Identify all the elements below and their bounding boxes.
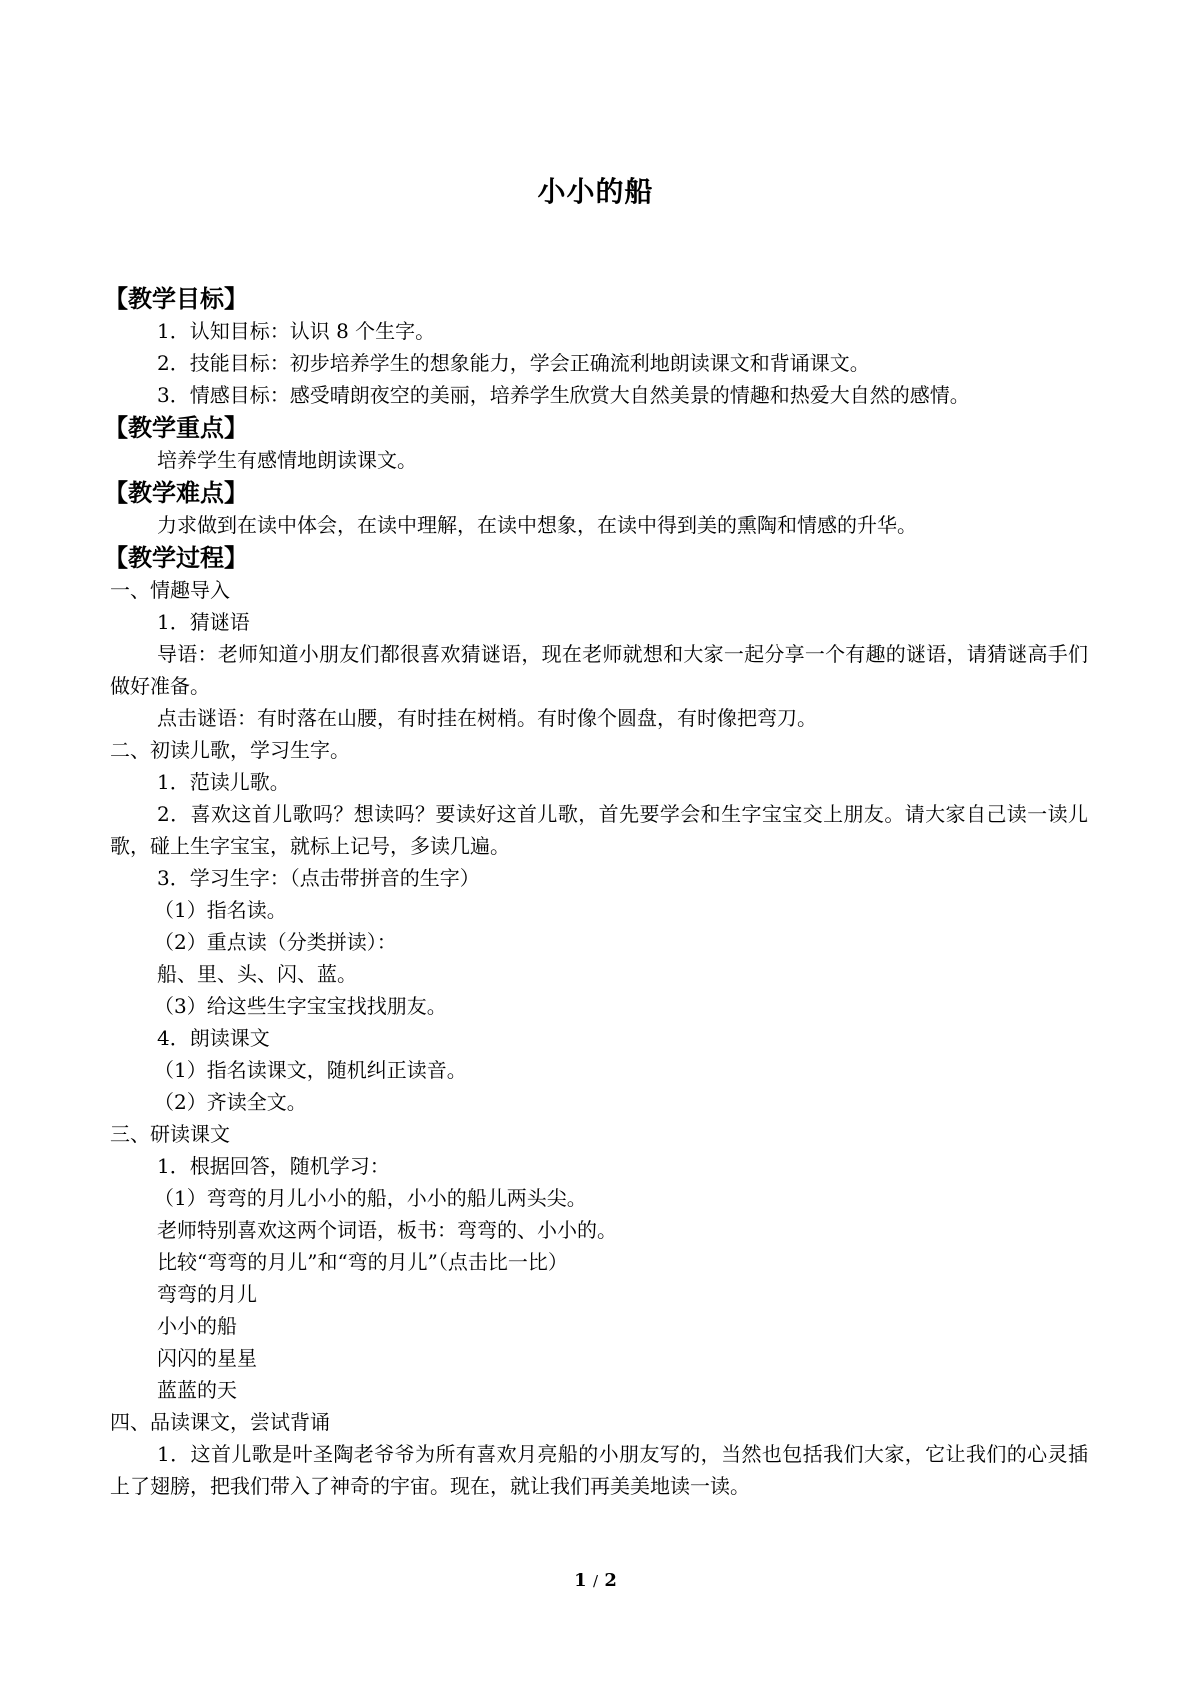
process-paragraph: （2）齐读全文。 <box>154 1090 307 1114</box>
process-paragraph: 1．这首儿歌是叶圣陶老爷爷为所有喜欢月亮船的小朋友写的，当然也包括我们大家，它让我们的心灵插上了翅膀，把我们带入了神奇的宇宙。现在，就让我们再美美地读一读。 <box>110 1442 1088 1498</box>
process-paragraph: 蓝蓝的天 <box>157 1378 237 1402</box>
document-title: 小小的船 <box>537 175 654 208</box>
process-paragraph: （3）给这些生字宝宝找找朋友。 <box>154 994 447 1018</box>
page-total: 2 <box>604 1570 617 1591</box>
process-paragraph: 弯弯的月儿 <box>157 1282 257 1306</box>
process-paragraph: 导语：老师知道小朋友们都很喜欢猜谜语，现在老师就想和大家一起分享一个有趣的谜语，请猜谜高手们做好准备。 <box>110 642 1088 698</box>
process-paragraph: （1）指名读。 <box>154 898 287 922</box>
process-part-title: 一、情趣导入 <box>110 578 230 602</box>
section-heading-key-points: 【教学重点】 <box>104 413 248 442</box>
process-paragraph: 3．学习生字：（点击带拼音的生字） <box>157 866 480 890</box>
process-paragraph: 1．猜谜语 <box>157 610 250 634</box>
key-point-text: 培养学生有感情地朗读课文。 <box>157 448 417 472</box>
page-number <box>0 1570 1191 1591</box>
process-paragraph: 4．朗读课文 <box>157 1026 270 1050</box>
process-part-title: 三、研读课文 <box>110 1122 230 1146</box>
page-separator: / <box>592 1572 599 1590</box>
process-paragraph: 2．喜欢这首儿歌吗？想读吗？要读好这首儿歌，首先要学会和生字宝宝交上朋友。请大家自己读一读儿歌，碰上生字宝宝，就标上记号，多读几遍。 <box>110 802 1088 858</box>
process-paragraph: 1．范读儿歌。 <box>157 770 290 794</box>
process-paragraph: （1）指名读课文，随机纠正读音。 <box>154 1058 467 1082</box>
process-paragraph: 小小的船 <box>157 1314 237 1338</box>
difficulty-text: 力求做到在读中体会，在读中理解，在读中想象，在读中得到美的熏陶和情感的升华。 <box>157 513 917 537</box>
process-paragraph: 点击谜语：有时落在山腰，有时挂在树梢。有时像个圆盘，有时像把弯刀。 <box>157 706 817 730</box>
document-body <box>104 282 1088 1502</box>
process-paragraph: 闪闪的星星 <box>157 1346 257 1370</box>
process-part-title: 四、品读课文，尝试背诵 <box>110 1410 330 1434</box>
goal-item: 2．技能目标：初步培养学生的想象能力，学会正确流利地朗读课文和背诵课文。 <box>157 351 870 375</box>
goal-item: 3．情感目标：感受晴朗夜空的美丽，培养学生欣赏大自然美景的情趣和热爱大自然的感情。 <box>157 383 970 407</box>
process-paragraph: 1．根据回答，随机学习： <box>157 1154 390 1178</box>
page-current: 1 <box>574 1570 587 1591</box>
process-paragraph: 比较“弯弯的月儿”和“弯的月儿”（点击比一比） <box>157 1250 568 1274</box>
section-heading-goals: 【教学目标】 <box>104 284 248 313</box>
process-paragraph: （2）重点读（分类拼读）： <box>154 930 397 954</box>
process-paragraph: （1）弯弯的月儿小小的船，小小的船儿两头尖。 <box>154 1186 587 1210</box>
section-heading-process: 【教学过程】 <box>104 543 248 572</box>
process-paragraph: 老师特别喜欢这两个词语，板书：弯弯的、小小的。 <box>157 1218 617 1242</box>
process-part-title: 二、初读儿歌，学习生字。 <box>110 738 350 762</box>
section-heading-difficulties: 【教学难点】 <box>104 478 248 507</box>
process-paragraph: 船、里、头、闪、蓝。 <box>157 962 357 986</box>
goal-item: 1．认知目标：认识 8 个生字。 <box>157 319 436 343</box>
